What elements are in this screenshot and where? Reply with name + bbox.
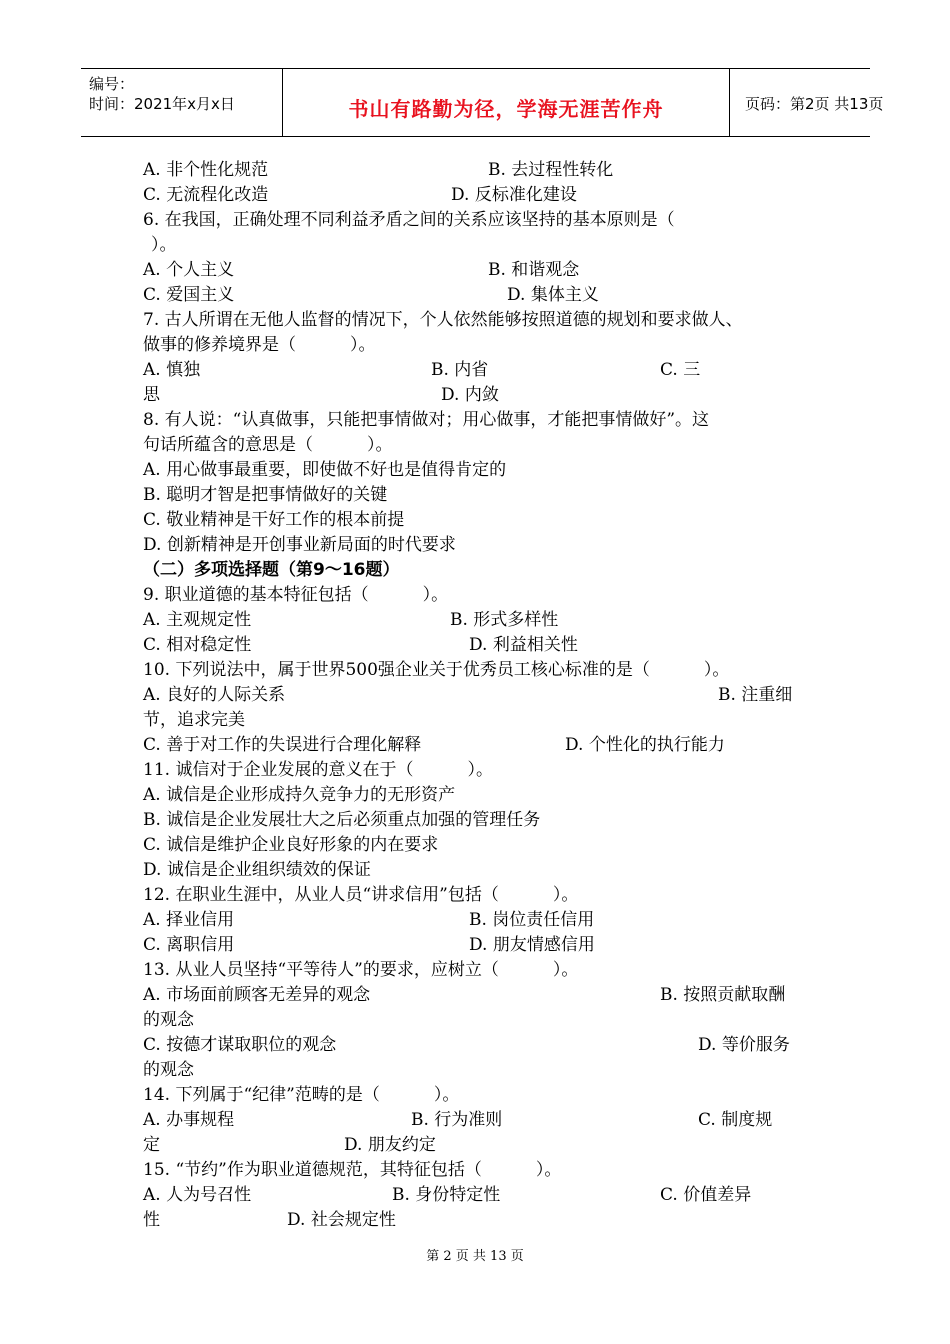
text-line: [143, 458, 823, 483]
text-segment: A. 良好的人际关系: [143, 685, 286, 705]
text-line: [143, 983, 823, 1008]
text-line: [143, 1108, 823, 1133]
text-line: [143, 258, 823, 283]
page-header: [81, 68, 884, 137]
header-middle-cell: [282, 69, 730, 136]
header-motto: 书山有路勤为径，学海无涯苦作舟: [348, 97, 664, 121]
text-segment: B. 去过程性转化: [488, 160, 614, 180]
text-line: [143, 1133, 823, 1158]
text-line: [143, 1183, 823, 1208]
text-segment: 句话所蕴含的意思是（ ）。: [143, 435, 393, 455]
text-line: [143, 408, 823, 433]
page-footer: 第 2 页 共 13 页: [426, 1249, 524, 1264]
text-segment: A. 办事规程: [143, 1110, 235, 1130]
text-line: [143, 858, 823, 883]
text-line: [143, 783, 823, 808]
text-segment: B. 内省: [431, 360, 489, 380]
text-segment: B. 注重细: [718, 685, 793, 705]
text-segment: B. 和谐观念: [488, 260, 580, 280]
text-line: [143, 558, 823, 583]
text-line: [143, 208, 823, 233]
text-segment: 节，追求完美: [143, 710, 245, 730]
text-line: [143, 183, 823, 208]
document-date: 时间：2021年x月x日: [89, 95, 235, 113]
text-segment: D. 朋友约定: [344, 1135, 436, 1155]
text-segment: C. 诚信是维护企业良好形象的内在要求: [143, 835, 439, 855]
text-segment: C. 爱国主义: [143, 285, 235, 305]
header-right-cell: [729, 69, 884, 136]
text-line: [143, 1058, 823, 1083]
text-line: [143, 158, 823, 183]
text-segment: D. 内敛: [441, 385, 499, 405]
text-segment: A. 择业信用: [143, 910, 235, 930]
text-line: [143, 333, 823, 358]
text-segment: 做事的修养境界是（ ）。: [143, 335, 376, 355]
text-segment: B. 诚信是企业发展壮大之后必须重点加强的管理任务: [143, 810, 541, 830]
text-line: [143, 933, 823, 958]
text-segment: 10. 下列说法中，属于世界500强企业关于优秀员工核心标准的是（ ）。: [143, 660, 730, 680]
text-line: [143, 708, 823, 733]
text-segment: 9. 职业道德的基本特征包括（ ）。: [143, 585, 449, 605]
text-segment: B. 行为准则: [411, 1110, 503, 1130]
text-line: [143, 383, 823, 408]
text-line: [143, 808, 823, 833]
text-segment: A. 主观规定性: [143, 610, 252, 630]
text-segment: 7. 古人所谓在无他人监督的情况下，个人依然能够按照道德的规划和要求做人、: [143, 310, 743, 330]
text-line: [143, 233, 823, 258]
text-line: [143, 1083, 823, 1108]
text-segment: 的观念: [143, 1010, 194, 1030]
text-segment: 12. 在职业生涯中，从业人员“讲求信用”包括（ ）。: [143, 885, 579, 905]
text-line: [143, 883, 823, 908]
text-segment: A. 个人主义: [143, 260, 235, 280]
text-line: [143, 633, 823, 658]
text-segment: B. 岗位责任信用: [469, 910, 595, 930]
text-line: [143, 608, 823, 633]
text-segment: D. 个性化的执行能力: [565, 735, 725, 755]
text-segment: D. 诚信是企业组织绩效的保证: [143, 860, 371, 880]
text-segment: D. 利益相关性: [469, 635, 578, 655]
text-line: [143, 1208, 823, 1233]
question-content: [143, 158, 823, 1233]
text-segment: D. 等价服务: [698, 1035, 790, 1055]
text-line: [143, 683, 823, 708]
text-segment: A. 市场面前顾客无差异的观念: [143, 985, 371, 1005]
header-page-info: 页码：第2页 共13页: [745, 95, 884, 113]
text-segment: 定: [143, 1135, 160, 1155]
text-line: [143, 283, 823, 308]
text-segment: B. 按照贡献取酬: [660, 985, 786, 1005]
text-segment: 11. 诚信对于企业发展的意义在于（ ）。: [143, 760, 493, 780]
text-segment: C. 敬业精神是干好工作的根本前提: [143, 510, 405, 530]
text-segment: 8. 有人说：“认真做事，只能把事情做对；用心做事，才能把事情做好”。这: [143, 410, 710, 430]
text-segment: C. 按德才谋取职位的观念: [143, 1035, 337, 1055]
text-line: [143, 358, 823, 383]
text-segment: A. 人为号召性: [143, 1185, 252, 1205]
text-segment: D. 创新精神是开创事业新局面的时代要求: [143, 535, 456, 555]
text-segment: A. 用心做事最重要，即使做不好也是值得肯定的: [143, 460, 507, 480]
text-line: [143, 508, 823, 533]
text-segment: 6. 在我国，正确处理不同利益矛盾之间的关系应该坚持的基本原则是（: [143, 210, 675, 230]
document-number-label: 编号：: [89, 75, 135, 93]
text-segment: 的观念: [143, 1060, 194, 1080]
text-segment: 14. 下列属于“纪律”范畴的是（ ）。: [143, 1085, 460, 1105]
text-line: [143, 583, 823, 608]
text-segment: C. 价值差异: [660, 1185, 752, 1205]
text-segment: D. 反标准化建设: [451, 185, 577, 205]
text-line: [143, 433, 823, 458]
text-segment: A. 慎独: [143, 360, 201, 380]
text-line: [143, 733, 823, 758]
text-line: [143, 833, 823, 858]
text-segment: 思: [143, 385, 160, 405]
text-segment: 15. “节约”作为职业道德规范，其特征包括（ ）。: [143, 1160, 562, 1180]
text-segment: B. 聪明才智是把事情做好的关键: [143, 485, 388, 505]
text-line: [143, 908, 823, 933]
text-segment: B. 身份特定性: [392, 1185, 501, 1205]
text-segment: C. 制度规: [698, 1110, 773, 1130]
text-segment: D. 社会规定性: [287, 1210, 396, 1230]
text-segment: ）。: [151, 235, 177, 255]
text-segment: D. 朋友情感信用: [469, 935, 595, 955]
text-segment: C. 三: [660, 360, 701, 380]
text-line: [143, 533, 823, 558]
text-line: [143, 1008, 823, 1033]
text-segment: 性: [143, 1210, 160, 1230]
text-line: [143, 658, 823, 683]
text-line: [143, 1158, 823, 1183]
text-line: [143, 308, 823, 333]
section-heading: （二）多项选择题（第9～16题）: [143, 560, 400, 580]
text-line: [143, 958, 823, 983]
text-segment: 13. 从业人员坚持“平等待人”的要求，应树立（ ）。: [143, 960, 579, 980]
text-segment: B. 形式多样性: [450, 610, 559, 630]
text-segment: C. 相对稳定性: [143, 635, 252, 655]
text-segment: A. 非个性化规范: [143, 160, 269, 180]
text-segment: A. 诚信是企业形成持久竞争力的无形资产: [143, 785, 456, 805]
header-left-cell: [81, 69, 281, 136]
text-segment: C. 无流程化改造: [143, 185, 269, 205]
text-line: [143, 1033, 823, 1058]
text-line: [143, 483, 823, 508]
text-segment: C. 善于对工作的失误进行合理化解释: [143, 735, 422, 755]
text-line: [143, 758, 823, 783]
text-segment: C. 离职信用: [143, 935, 235, 955]
text-segment: D. 集体主义: [507, 285, 599, 305]
